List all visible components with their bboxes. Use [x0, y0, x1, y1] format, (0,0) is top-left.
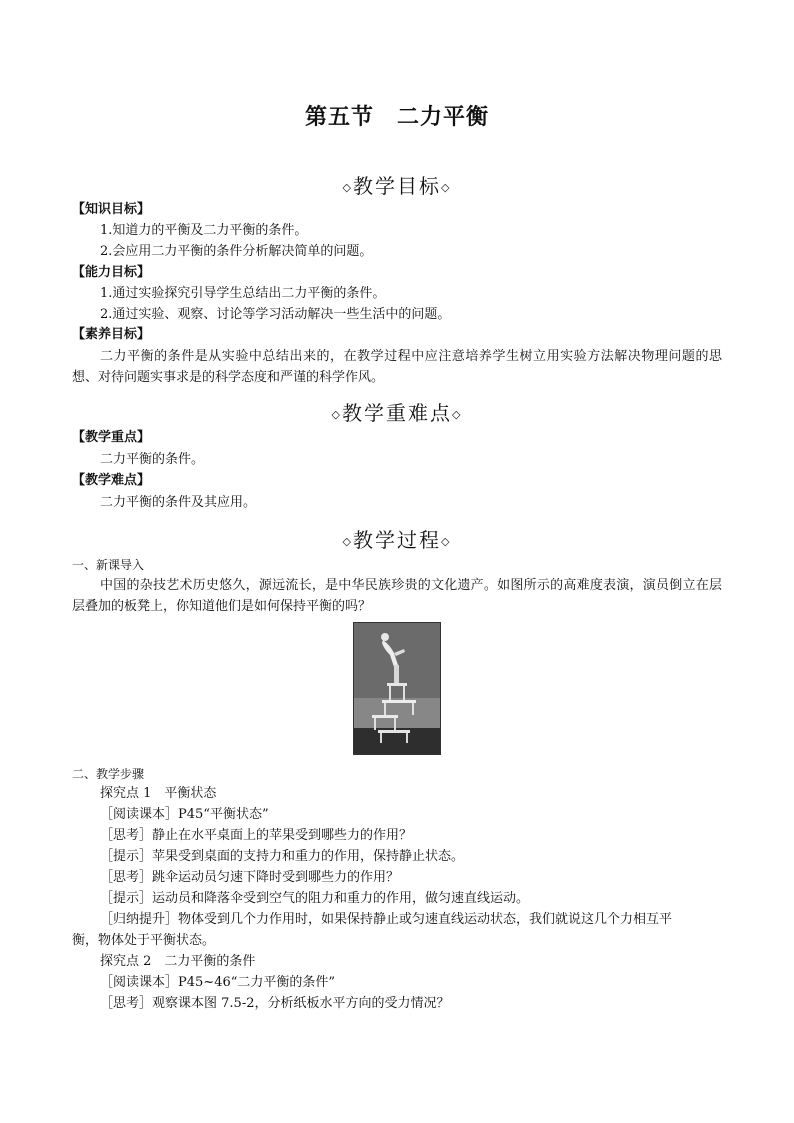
intro-text: 中国的杂技艺术历史悠久，源远流长，是中华民族珍贵的文化遗产。如图所示的高难度表演，演员倒立在层层叠加的板凳上，你知道他们是如何保持平衡的吗？	[72, 578, 722, 614]
teaching-difficulty-text: 二力平衡的条件及其应用。	[100, 495, 257, 510]
knowledge-objective-1: 1.知道力的平衡及二力平衡的条件。	[100, 223, 308, 238]
p1-read-line	[100, 805, 269, 825]
p2-think-line	[100, 994, 450, 1014]
p2-think-text: 观察课本图 7.5-2，分析纸板水平方向的受力情况？	[152, 996, 450, 1011]
p1-read-text: P45“平衡状态”	[178, 807, 269, 822]
p1-think1-line	[100, 826, 412, 846]
point1-label: 探究点 1 平衡状态	[100, 786, 217, 801]
summary-tag: ［归纳提升］	[100, 912, 179, 927]
page-title: 第五节 二力平衡	[304, 104, 489, 130]
section-title-process: 教学过程	[353, 528, 441, 552]
teaching-focus-text: 二力平衡的条件。	[100, 452, 205, 467]
p2-read-line	[100, 973, 335, 993]
diamond-icon: ◇	[441, 535, 452, 548]
knowledge-objective-2: 2.会应用二力平衡的条件分析解决简单的问题。	[100, 244, 373, 259]
section-title-key-points: 教学重难点	[342, 401, 452, 425]
p1-hint1-text: 苹果受到桌面的支持力和重力的作用，保持静止状态。	[152, 849, 465, 864]
p1-summary-text-1: 物体受到几个力作用时，如果保持静止或匀速直线运动状态，我们就说这几个力相互平	[178, 912, 673, 927]
diamond-icon: ◇	[452, 408, 463, 421]
diamond-icon: ◇	[342, 535, 353, 548]
p1-think2-text: 跳伞运动员匀速下降时受到哪些力的作用？	[152, 870, 400, 885]
section-heading-objectives	[0, 170, 794, 199]
p1-think1-text: 静止在水平桌面上的苹果受到哪些力的作用？	[152, 828, 413, 843]
acrobat-photo	[353, 622, 441, 755]
ability-objective-2: 2.通过实验、观察、讨论等学习活动解决一些生活中的问题。	[100, 307, 451, 322]
intro-label: 一、新课导入	[72, 558, 145, 572]
hint-tag: ［提示］	[100, 849, 153, 864]
read-textbook-tag: ［阅读课本］	[100, 807, 179, 822]
hint-tag: ［提示］	[100, 891, 153, 906]
p1-summary-text-2: 衡，物体处于平衡状态。	[72, 933, 216, 948]
think-tag: ［思考］	[100, 870, 153, 885]
teaching-difficulty-label: 【教学难点】	[72, 473, 151, 488]
literacy-objective-text: 二力平衡的条件是从实验中总结出来的，在教学过程中应注意培养学生树立用实验方法解决物理问题的思想、对待问题实事求是的科学态度和严谨的科学作风。	[72, 349, 722, 385]
p1-hint2-line	[100, 889, 529, 909]
p1-hint2-text: 运动员和降落伞受到空气的阻力和重力的作用，做匀速直线运动。	[152, 891, 530, 906]
think-tag: ［思考］	[100, 996, 153, 1011]
ability-objective-1: 1.通过实验探究引导学生总结出二力平衡的条件。	[100, 286, 386, 301]
read-textbook-tag: ［阅读课本］	[100, 975, 179, 990]
diamond-icon: ◇	[342, 181, 353, 194]
steps-label: 二、教学步骤	[72, 767, 145, 781]
knowledge-objective-label: 【知识目标】	[72, 202, 151, 217]
teaching-focus-label: 【教学重点】	[72, 430, 151, 445]
point2-label: 探究点 2 二力平衡的条件	[100, 954, 256, 969]
p1-summary-line	[100, 910, 672, 930]
section-heading-key-points	[0, 397, 794, 426]
p1-think2-line	[100, 868, 399, 888]
diamond-icon: ◇	[331, 408, 342, 421]
literacy-objective-label: 【素养目标】	[72, 327, 151, 342]
p2-read-text: P45~46“二力平衡的条件”	[178, 975, 336, 990]
section-title-objectives: 教学目标	[353, 174, 441, 198]
diamond-icon: ◇	[441, 181, 452, 194]
section-heading-process	[0, 524, 794, 553]
acrobat-illustration	[354, 623, 440, 754]
think-tag: ［思考］	[100, 828, 153, 843]
p1-hint1-line	[100, 847, 464, 867]
ability-objective-label: 【能力目标】	[72, 265, 151, 280]
